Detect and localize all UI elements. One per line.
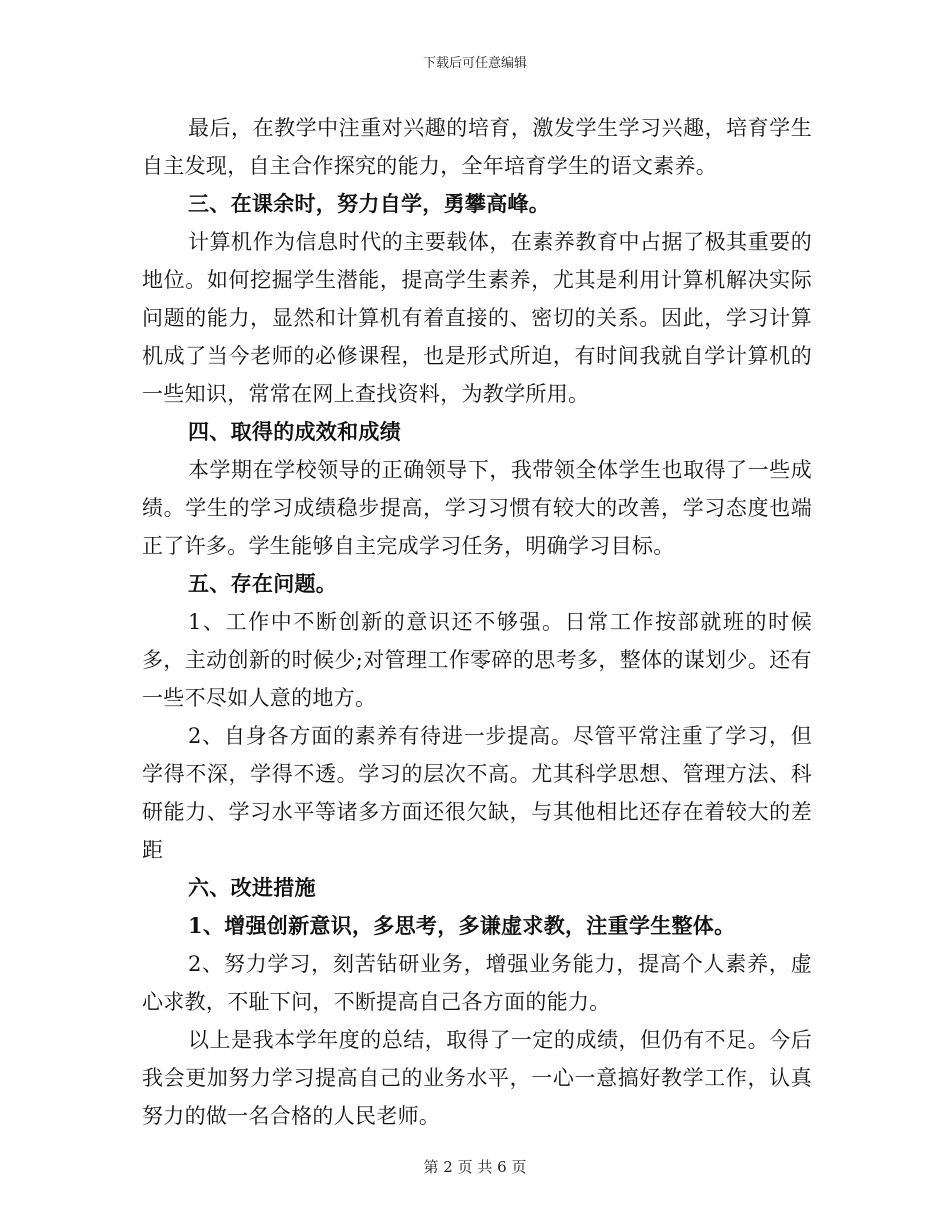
- heading-section-6: 六、改进措施: [188, 875, 316, 900]
- paragraph-measure-2: 2、努力学习，刻苦钻研业务，增强业务能力，提高个人素养，虚心求教，不耻下问，不断提高自己各方面的能力。: [142, 952, 812, 1014]
- paragraph-computer-study: 计算机作为信息时代的主要载体，在素养教育中占据了极其重要的地位。如何挖掘学生潜能，提高学生素养，尤其是利用计算机解决实际问题的能力，显然和计算机有着直接的、密切的关系。因此，学习计算机成了当今老师的必修课程，也是形式所迫，有时间我就自学计算机的一些知识，常常在网上查找资料，为教学所用。: [142, 230, 812, 406]
- page-number-footer: 第 2 页 共 6 页: [423, 1158, 527, 1176]
- heading-section-4: 四、取得的成效和成绩: [188, 419, 401, 444]
- paragraph-problem-1: 1、工作中不断创新的意识还不够强。日常工作按部就班的时候多，主动创新的时候少;对管理工作零碎的思考多，整体的谋划少。还有一些不尽如人意的地方。: [142, 610, 812, 710]
- heading-section-3: 三、在课余时，努力自学，勇攀高峰。: [188, 191, 551, 216]
- paragraph-conclusion-interest: 最后，在教学中注重对兴趣的培育，激发学生学习兴趣，培育学生自主发现，自主合作探究的能力，全年培育学生的语文素养。: [142, 116, 812, 178]
- paragraph-problem-2: 2、自身各方面的素养有待进一步提高。尽管平常注重了学习，但学得不深，学得不透。学习的层次不高。尤其科学思想、管理方法、科研能力、学习水平等诸多方面还很欠缺，与其他相比还存在着较大的差距: [142, 724, 812, 862]
- page-header-note: 下载后可任意编辑: [422, 56, 527, 71]
- document-body: [142, 109, 812, 1135]
- paragraph-summary: 以上是我本学年度的总结，取得了一定的成绩，但仍有不足。今后我会更加努力学习提高自己的业务水平，一心一意搞好教学工作，认真努力的做一名合格的人民老师。: [142, 1028, 812, 1128]
- paragraph-achievements: 本学期在学校领导的正确领导下，我带领全体学生也取得了一些成绩。学生的学习成绩稳步提高，学习习惯有较大的改善，学习态度也端正了许多。学生能够自主完成学习任务，明确学习目标。: [142, 458, 812, 558]
- paragraph-measure-1: 1、增强创新意识，多思考，多谦虚求教，注重学生整体。: [188, 913, 736, 938]
- heading-section-5: 五、存在问题。: [188, 571, 338, 596]
